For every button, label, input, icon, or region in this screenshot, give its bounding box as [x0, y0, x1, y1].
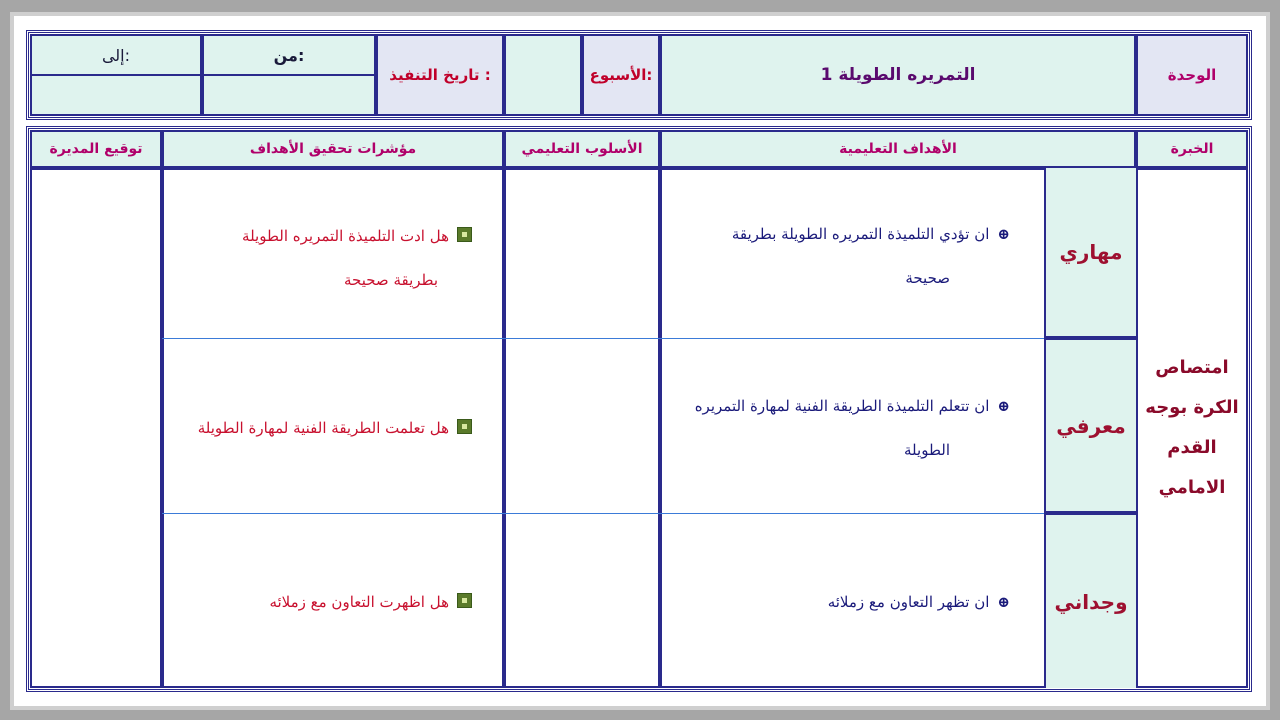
col-header-objectives-label: الأهداف التعليمية	[839, 141, 957, 157]
from-cell[interactable]	[202, 34, 376, 116]
category-cell-skill	[1044, 168, 1136, 338]
unit-title: التمريره الطويلة 1	[820, 65, 976, 85]
indicator-item	[200, 580, 472, 624]
indicator-line: هل ادت التلميذة التمريره الطويلة	[242, 227, 449, 245]
col-header-objectives	[660, 130, 1136, 168]
method-column[interactable]	[504, 168, 660, 688]
to-label: إلى:	[101, 45, 131, 65]
indicator-line: هل تعلمت الطريقة الفنية لمهارة الطويلة	[197, 419, 449, 437]
from-label: من:	[273, 45, 305, 65]
category-cell-affective	[1044, 513, 1136, 688]
category-label: معرفي	[1056, 413, 1126, 438]
objective-line: ان تظهر التعاون مع زملائه	[827, 593, 990, 611]
exec-date-label-cell	[376, 34, 504, 116]
experience-line: الكرة بوجه	[1145, 397, 1239, 418]
experience-text	[1145, 348, 1238, 508]
objective-line: صحيحة	[905, 269, 950, 287]
col-header-method	[504, 130, 660, 168]
objective-line: ان تؤدي التلميذة التمريره الطويلة بطريقة	[731, 225, 990, 243]
indicator-item	[180, 214, 472, 302]
col-header-signature-label: توقيع المديرة	[49, 141, 143, 157]
crosshair-bullet-icon: ⊕	[997, 397, 1010, 415]
col-header-experience-label: الخبرة	[1170, 141, 1214, 157]
to-cell[interactable]	[30, 34, 202, 116]
objective-line: الطويلة	[904, 441, 950, 459]
square-bullet-icon	[457, 419, 472, 434]
objective-line: ان تتعلم التلميذة الطريقة الفنية لمهارة التمريره	[694, 397, 990, 415]
week-label: الأسبوع:	[589, 66, 653, 84]
unit-title-cell	[660, 34, 1136, 116]
objective-item	[680, 580, 1010, 624]
row-divider	[162, 338, 1044, 339]
col-header-experience	[1136, 130, 1248, 168]
square-bullet-icon	[457, 593, 472, 608]
experience-line: امتصاص	[1155, 357, 1229, 378]
crosshair-bullet-icon: ⊕	[997, 593, 1010, 611]
indicator-line: هل اظهرت التعاون مع زملائه	[269, 593, 449, 611]
week-label-cell	[582, 34, 660, 116]
week-value-cell[interactable]	[504, 34, 582, 116]
indicator-item	[166, 406, 472, 450]
category-label: مهاري	[1059, 240, 1123, 264]
square-bullet-icon	[457, 227, 472, 242]
col-header-indicators	[162, 130, 504, 168]
col-header-signature	[30, 130, 162, 168]
category-label: وجداني	[1054, 589, 1128, 614]
experience-line: الامامي	[1158, 477, 1226, 498]
signature-column[interactable]	[30, 168, 162, 688]
indicator-line: بطريقة صحيحة	[344, 271, 438, 289]
col-header-indicators-label: مؤشرات تحقيق الأهداف	[249, 141, 417, 157]
col-header-method-label: الأسلوب التعليمي	[521, 141, 643, 157]
unit-label: الوحدة	[1167, 66, 1217, 84]
objective-item	[664, 384, 1010, 472]
crosshair-bullet-icon: ⊕	[997, 225, 1010, 243]
objective-item	[670, 212, 1010, 300]
exec-date-label: تاريخ التنفيذ :	[389, 66, 491, 84]
row-divider	[162, 513, 1044, 514]
unit-label-cell	[1136, 34, 1248, 116]
experience-cell	[1136, 168, 1248, 688]
category-cell-cognitive	[1044, 338, 1136, 513]
experience-line: القدم	[1167, 437, 1217, 458]
